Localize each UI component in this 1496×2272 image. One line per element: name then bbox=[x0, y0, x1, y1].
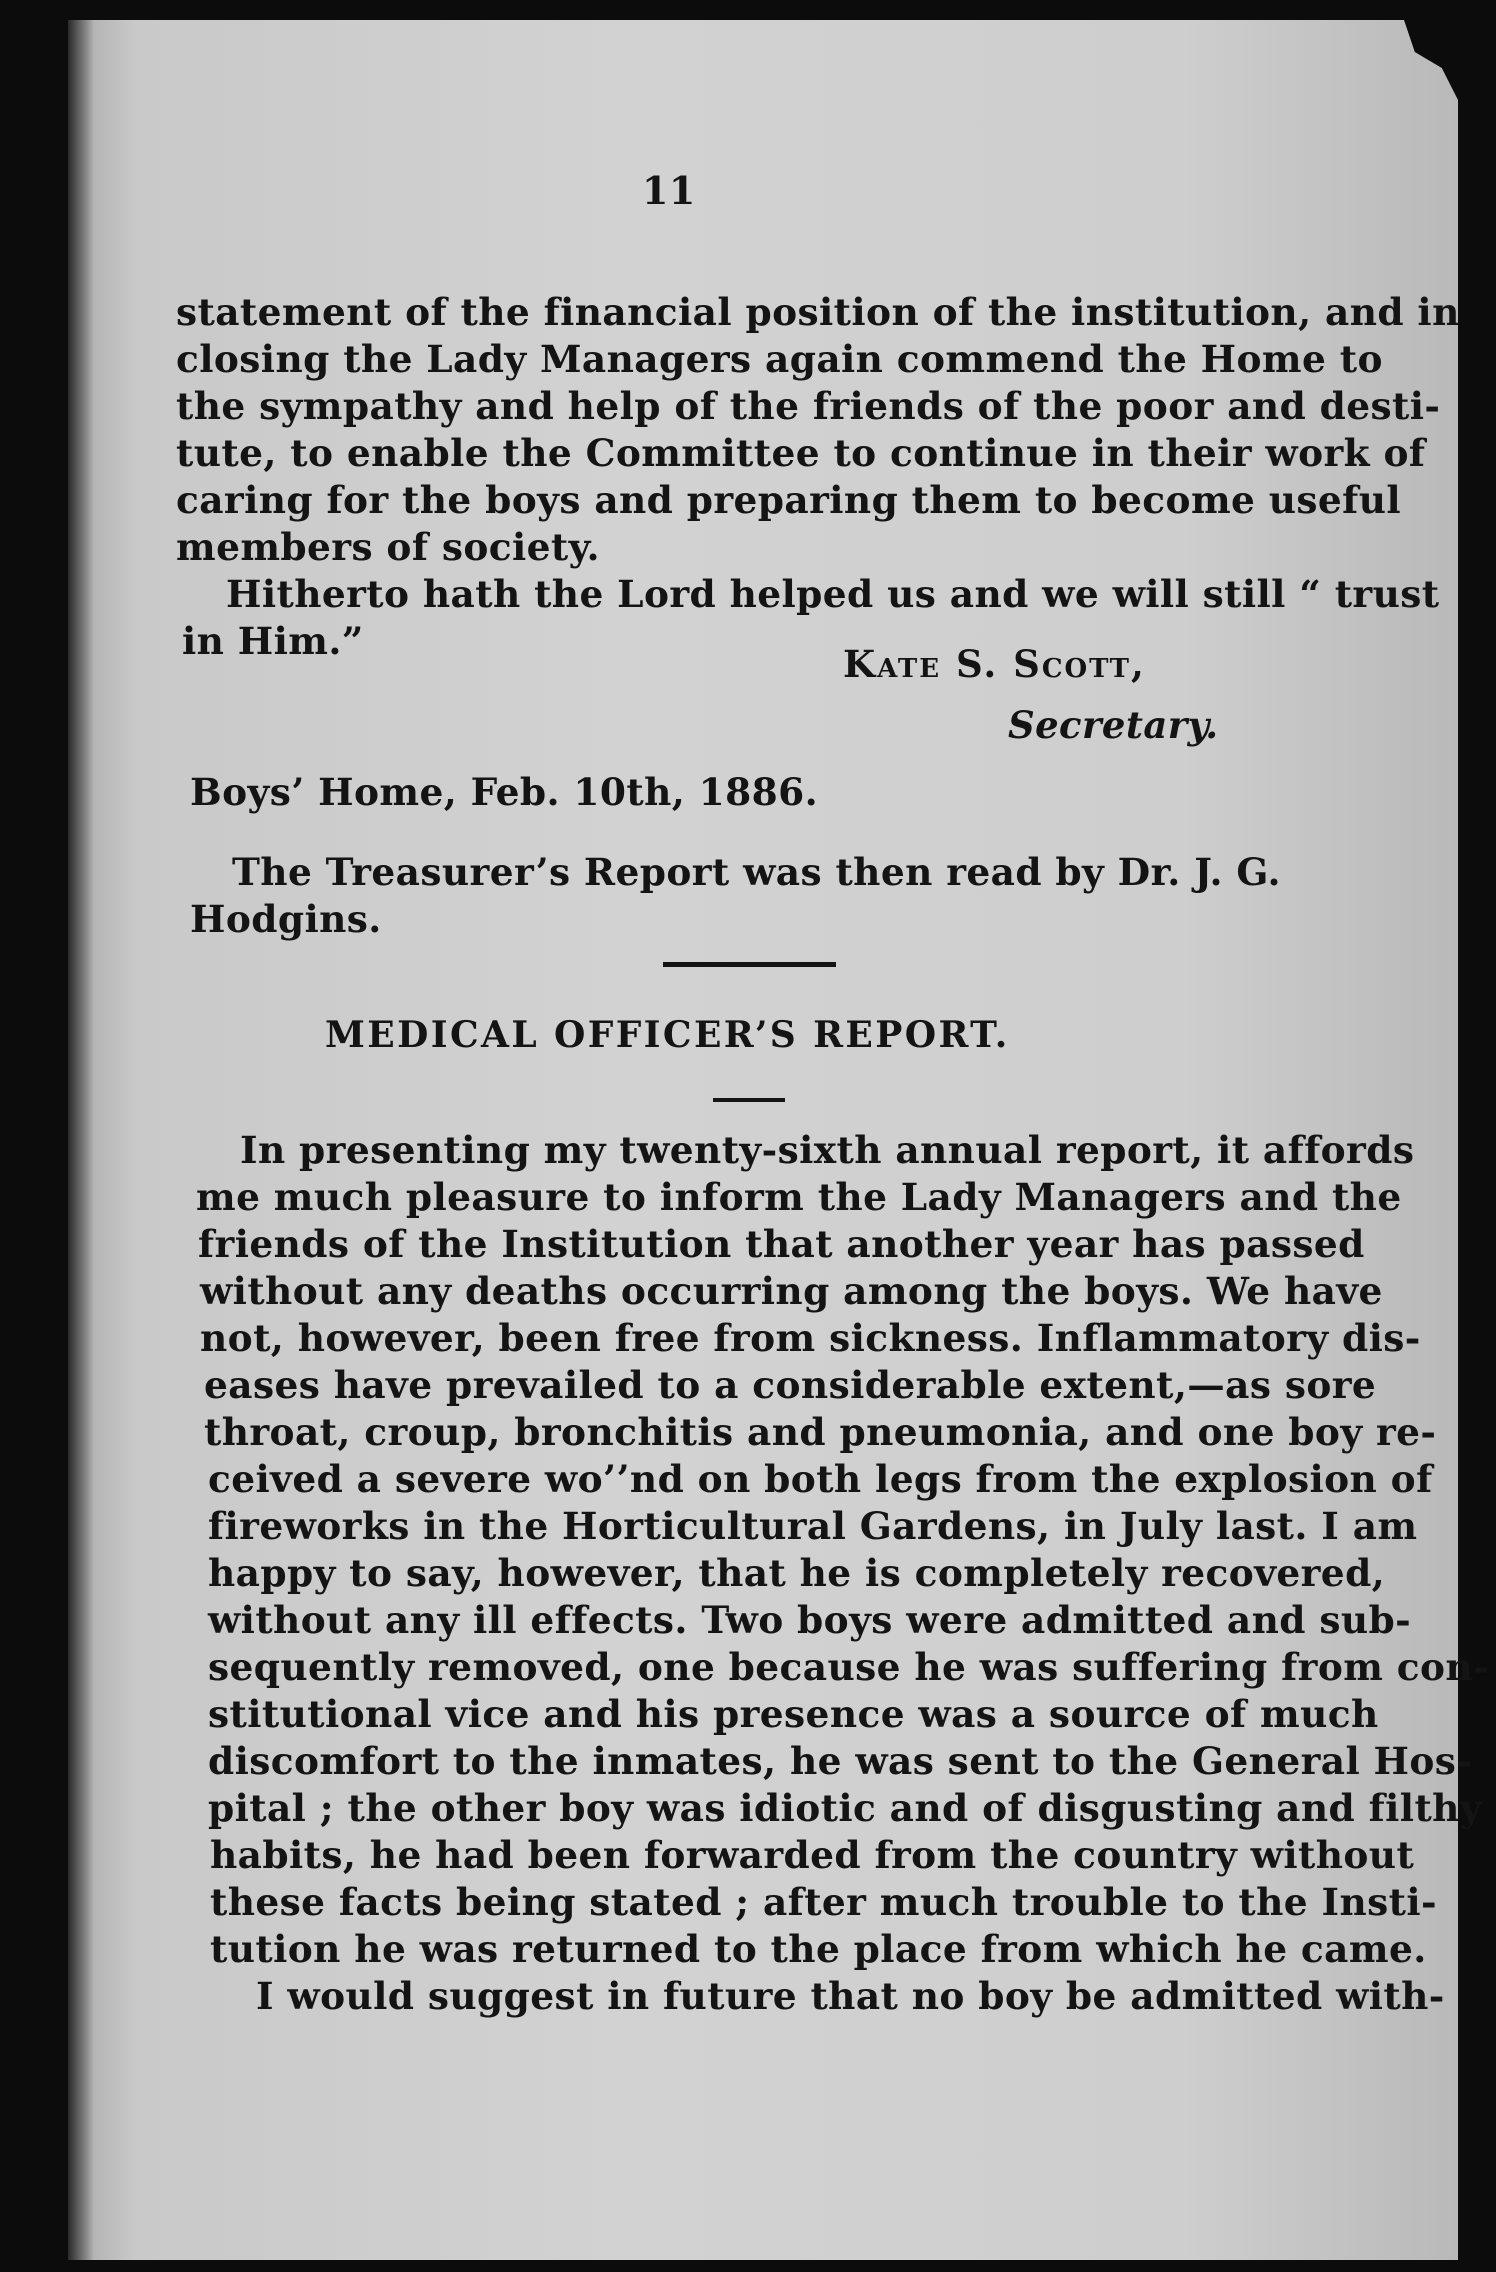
report-line: pital ; the other boy was idiotic and of disgusting and filthy bbox=[208, 1786, 1483, 1830]
section-divider bbox=[663, 962, 836, 967]
date-line: Boys’ Home, Feb. 10th, 1886. bbox=[190, 770, 819, 814]
report-line: happy to say, however, that he is completely recovered, bbox=[208, 1551, 1386, 1595]
treasurer-note-line: Hodgins. bbox=[190, 897, 382, 941]
continuation-line: the sympathy and help of the friends of the poor and desti- bbox=[176, 384, 1441, 428]
report-line: not, however, been free from sickness. Inflammatory dis- bbox=[200, 1316, 1421, 1360]
report-line: fireworks in the Horticultural Gardens, in July last. I am bbox=[208, 1504, 1418, 1548]
signature-name: Kate S. Scott, bbox=[843, 642, 1146, 686]
report-line: these facts being stated ; after much trouble to the Insti- bbox=[210, 1880, 1437, 1924]
report-line: I would suggest in future that no boy be admitted with- bbox=[256, 1974, 1445, 2018]
continuation-line: closing the Lady Managers again commend the Home to bbox=[176, 337, 1383, 381]
heading-underline bbox=[713, 1098, 785, 1102]
treasurer-note-line: The Treasurer’s Report was then read by Dr. J. G. bbox=[232, 850, 1281, 894]
report-line: In presenting my twenty-sixth annual report, it affords bbox=[240, 1128, 1415, 1172]
continuation-line: caring for the boys and preparing them to become useful bbox=[176, 478, 1402, 522]
torn-corner bbox=[1404, 20, 1458, 100]
page-number: 11 bbox=[642, 168, 696, 213]
report-line: me much pleasure to inform the Lady Managers and the bbox=[196, 1175, 1402, 1219]
report-line: friends of the Institution that another year has passed bbox=[198, 1222, 1365, 1266]
report-line: discomfort to the inmates, he was sent to the General Hos- bbox=[208, 1739, 1473, 1783]
continuation-line: tute, to enable the Committee to continue in their work of bbox=[176, 431, 1426, 475]
report-line: habits, he had been forwarded from the country without bbox=[210, 1833, 1415, 1877]
spine-shadow bbox=[68, 20, 94, 2260]
report-line: throat, croup, bronchitis and pneumonia, and one boy re- bbox=[204, 1410, 1437, 1454]
report-line: sequently removed, one because he was suffering from con- bbox=[208, 1645, 1490, 1689]
report-line: without any deaths occurring among the boys. We have bbox=[200, 1269, 1383, 1313]
report-line: without any ill effects. Two boys were admitted and sub- bbox=[208, 1598, 1412, 1642]
continuation-line: statement of the financial position of the institution, and in bbox=[176, 290, 1460, 334]
report-line: stitutional vice and his presence was a source of much bbox=[208, 1692, 1379, 1736]
closing-quote-line: Hitherto hath the Lord helped us and we will still “ trust bbox=[226, 572, 1440, 616]
section-heading: MEDICAL OFFICER’S REPORT. bbox=[325, 1014, 1010, 1056]
report-line: tution he was returned to the place from which he came. bbox=[210, 1927, 1427, 1971]
report-line: eases have prevailed to a considerable extent,—as sore bbox=[204, 1363, 1377, 1407]
closing-quote-line: in Him.” bbox=[182, 619, 364, 663]
signature-title: Secretary. bbox=[1008, 703, 1219, 747]
report-line: ceived a severe wo’’nd on both legs from the explosion of bbox=[208, 1457, 1433, 1501]
continuation-line: members of society. bbox=[176, 525, 600, 569]
